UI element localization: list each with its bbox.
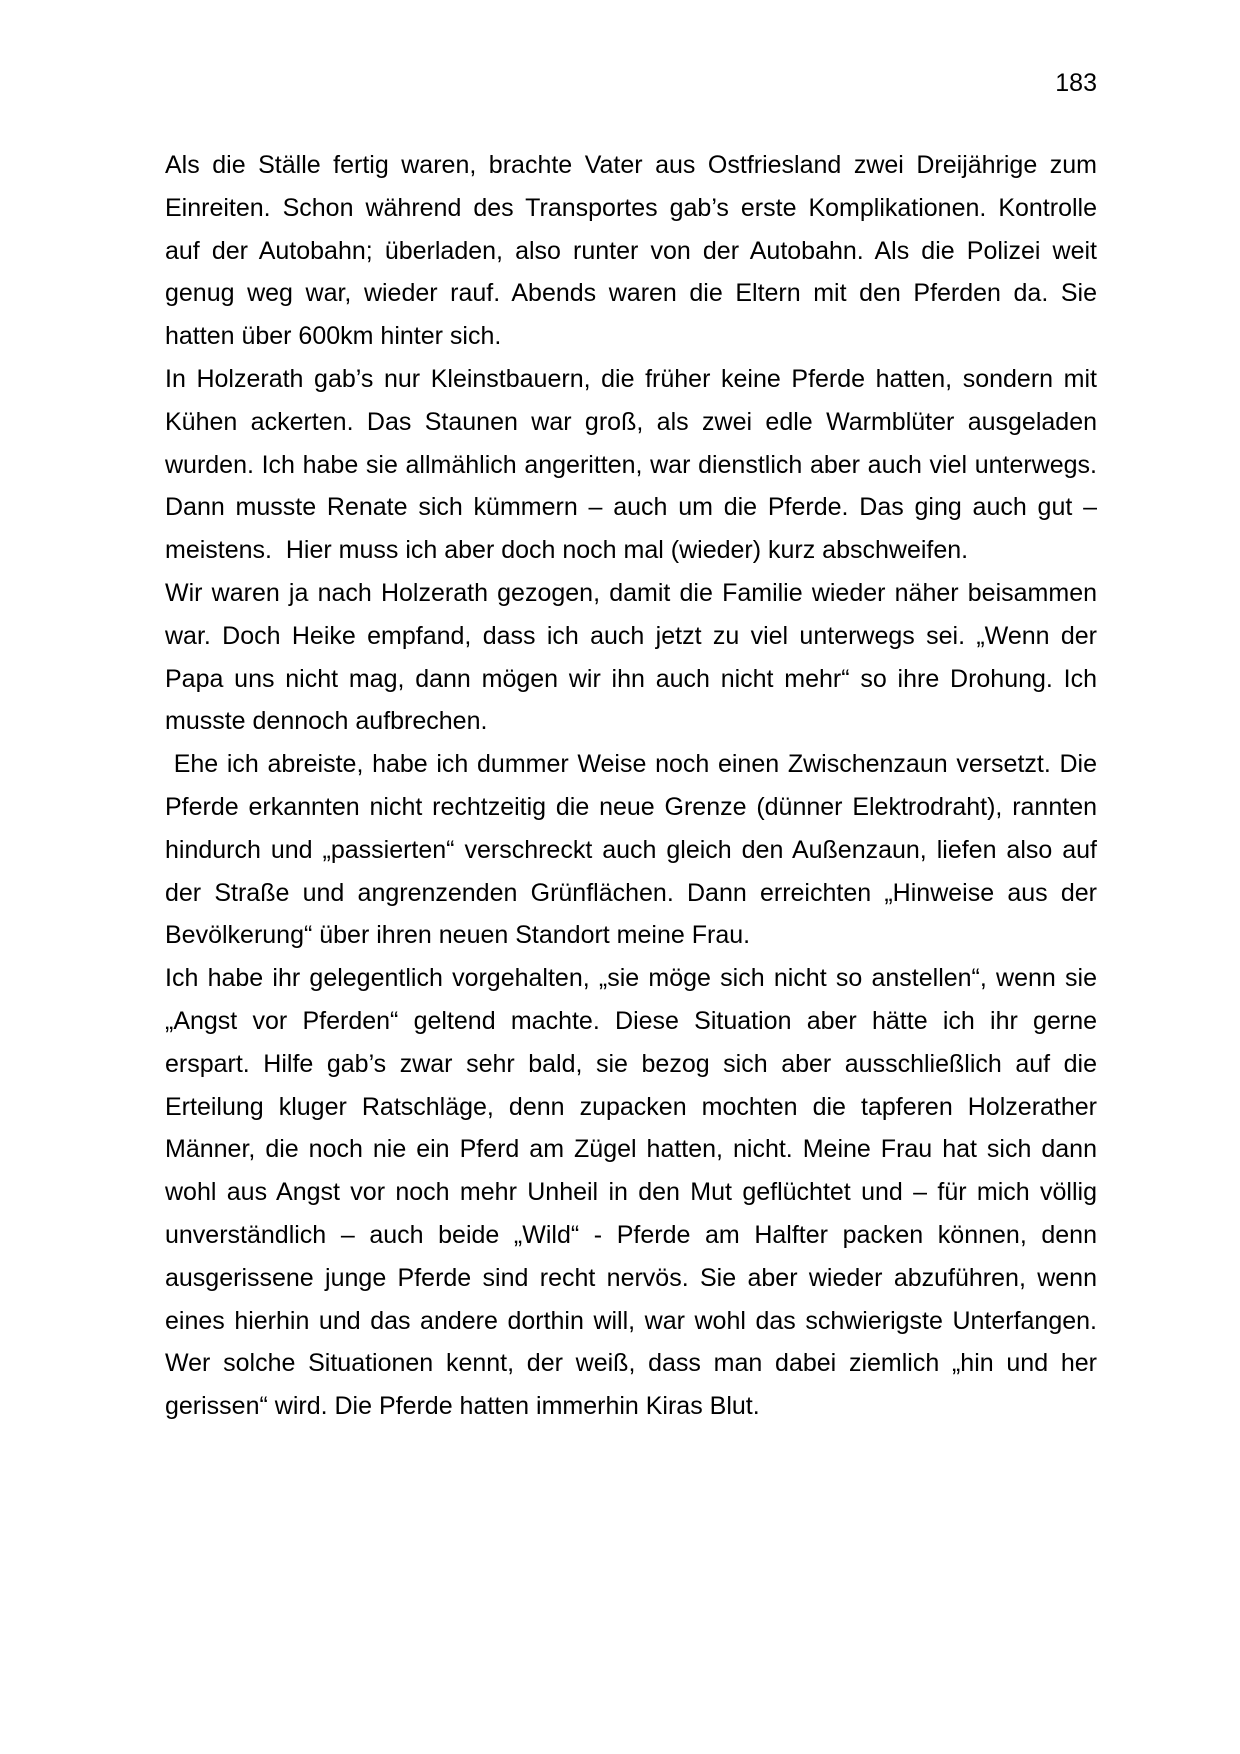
- text-line: unverständlich – auch beide „Wild“ - Pferde am Halfter packen können, denn: [165, 1220, 1097, 1249]
- text-line: Pferde erkannten nicht rechtzeitig die neue Grenze (dünner Elektrodraht), rannten: [165, 792, 1097, 821]
- text-line: genug weg war, wieder rauf. Abends waren die Eltern mit den Pferden da. Sie: [165, 279, 1097, 308]
- text-line: Dann musste Renate sich kümmern – auch um die Pferde. Das ging auch gut –: [165, 493, 1097, 522]
- text-line: wohl aus Angst vor noch mehr Unheil in den Mut geflüchtet und – für mich völlig: [165, 1178, 1097, 1207]
- text-line: Kühen ackerten. Das Staunen war groß, als zwei edle Warmblüter ausgeladen: [165, 407, 1097, 436]
- text-line: musste dennoch aufbrechen.: [165, 707, 488, 736]
- text-line: Wer solche Situationen kennt, der weiß, dass man dabei ziemlich „hin und her: [165, 1349, 1097, 1378]
- text-line: hindurch und „passierten“ verschreckt auch gleich den Außenzaun, liefen also auf: [165, 835, 1097, 864]
- text-line: auf der Autobahn; überladen, also runter von der Autobahn. Als die Polizei weit: [165, 236, 1097, 265]
- text-line: Einreiten. Schon während des Transportes gab’s erste Komplikationen. Kontrolle: [165, 193, 1097, 222]
- text-line: Erteilung kluger Ratschläge, denn zupacken mochten die tapferen Holzerather: [165, 1092, 1097, 1121]
- text-line: Als die Ställe fertig waren, brachte Vater aus Ostfriesland zwei Dreijährige zum: [165, 151, 1097, 179]
- page-number: 183: [1055, 69, 1097, 97]
- text-line: Wir waren ja nach Holzerath gezogen, damit die Familie wieder näher beisammen: [165, 578, 1097, 607]
- page-body: [165, 144, 1097, 1428]
- paragraph: [165, 572, 1097, 743]
- text-line: hatten über 600km hinter sich.: [165, 322, 502, 351]
- text-line: Ich habe ihr gelegentlich vorgehalten, „sie möge sich nicht so anstellen“, wenn sie: [165, 964, 1097, 993]
- text-line: wurden. Ich habe sie allmählich angeritten, war dienstlich aber auch viel unterwegs.: [165, 450, 1097, 479]
- text-line: gerissen“ wird. Die Pferde hatten immerhin Kiras Blut.: [165, 1392, 760, 1421]
- text-line: der Straße und angrenzenden Grünflächen. Dann erreichten „Hinweise aus der: [165, 878, 1097, 907]
- text-line: Papa uns nicht mag, dann mögen wir ihn auch nicht mehr“ so ihre Drohung. Ich: [165, 664, 1097, 693]
- text-line: meistens. Hier muss ich aber doch noch mal (wieder) kurz abschweifen.: [165, 536, 969, 565]
- text-line: Bevölkerung“ über ihren neuen Standort meine Frau.: [165, 921, 751, 950]
- paragraph: [165, 957, 1097, 1428]
- text-line: Männer, die noch nie ein Pferd am Zügel hatten, nicht. Meine Frau hat sich dann: [165, 1135, 1097, 1164]
- paragraph: [165, 144, 1097, 358]
- text-line: In Holzerath gab’s nur Kleinstbauern, die früher keine Pferde hatten, sondern mit: [165, 364, 1097, 393]
- text-line: eines hierhin und das andere dorthin will, war wohl das schwierigste Unterfangen.: [165, 1306, 1097, 1335]
- text-line: „Angst vor Pferden“ geltend machte. Diese Situation aber hätte ich ihr gerne: [165, 1006, 1097, 1035]
- text-line: war. Doch Heike empfand, dass ich auch jetzt zu viel unterwegs sei. „Wenn der: [165, 621, 1097, 650]
- text-line: ausgerissene junge Pferde sind recht nervös. Sie aber wieder abzuführen, wenn: [165, 1263, 1097, 1292]
- paragraph: [165, 743, 1097, 957]
- text-line: Ehe ich abreiste, habe ich dummer Weise noch einen Zwischenzaun versetzt. Die: [165, 750, 1097, 779]
- paragraph: [165, 358, 1097, 572]
- text-line: erspart. Hilfe gab’s zwar sehr bald, sie bezog sich aber ausschließlich auf die: [165, 1049, 1097, 1078]
